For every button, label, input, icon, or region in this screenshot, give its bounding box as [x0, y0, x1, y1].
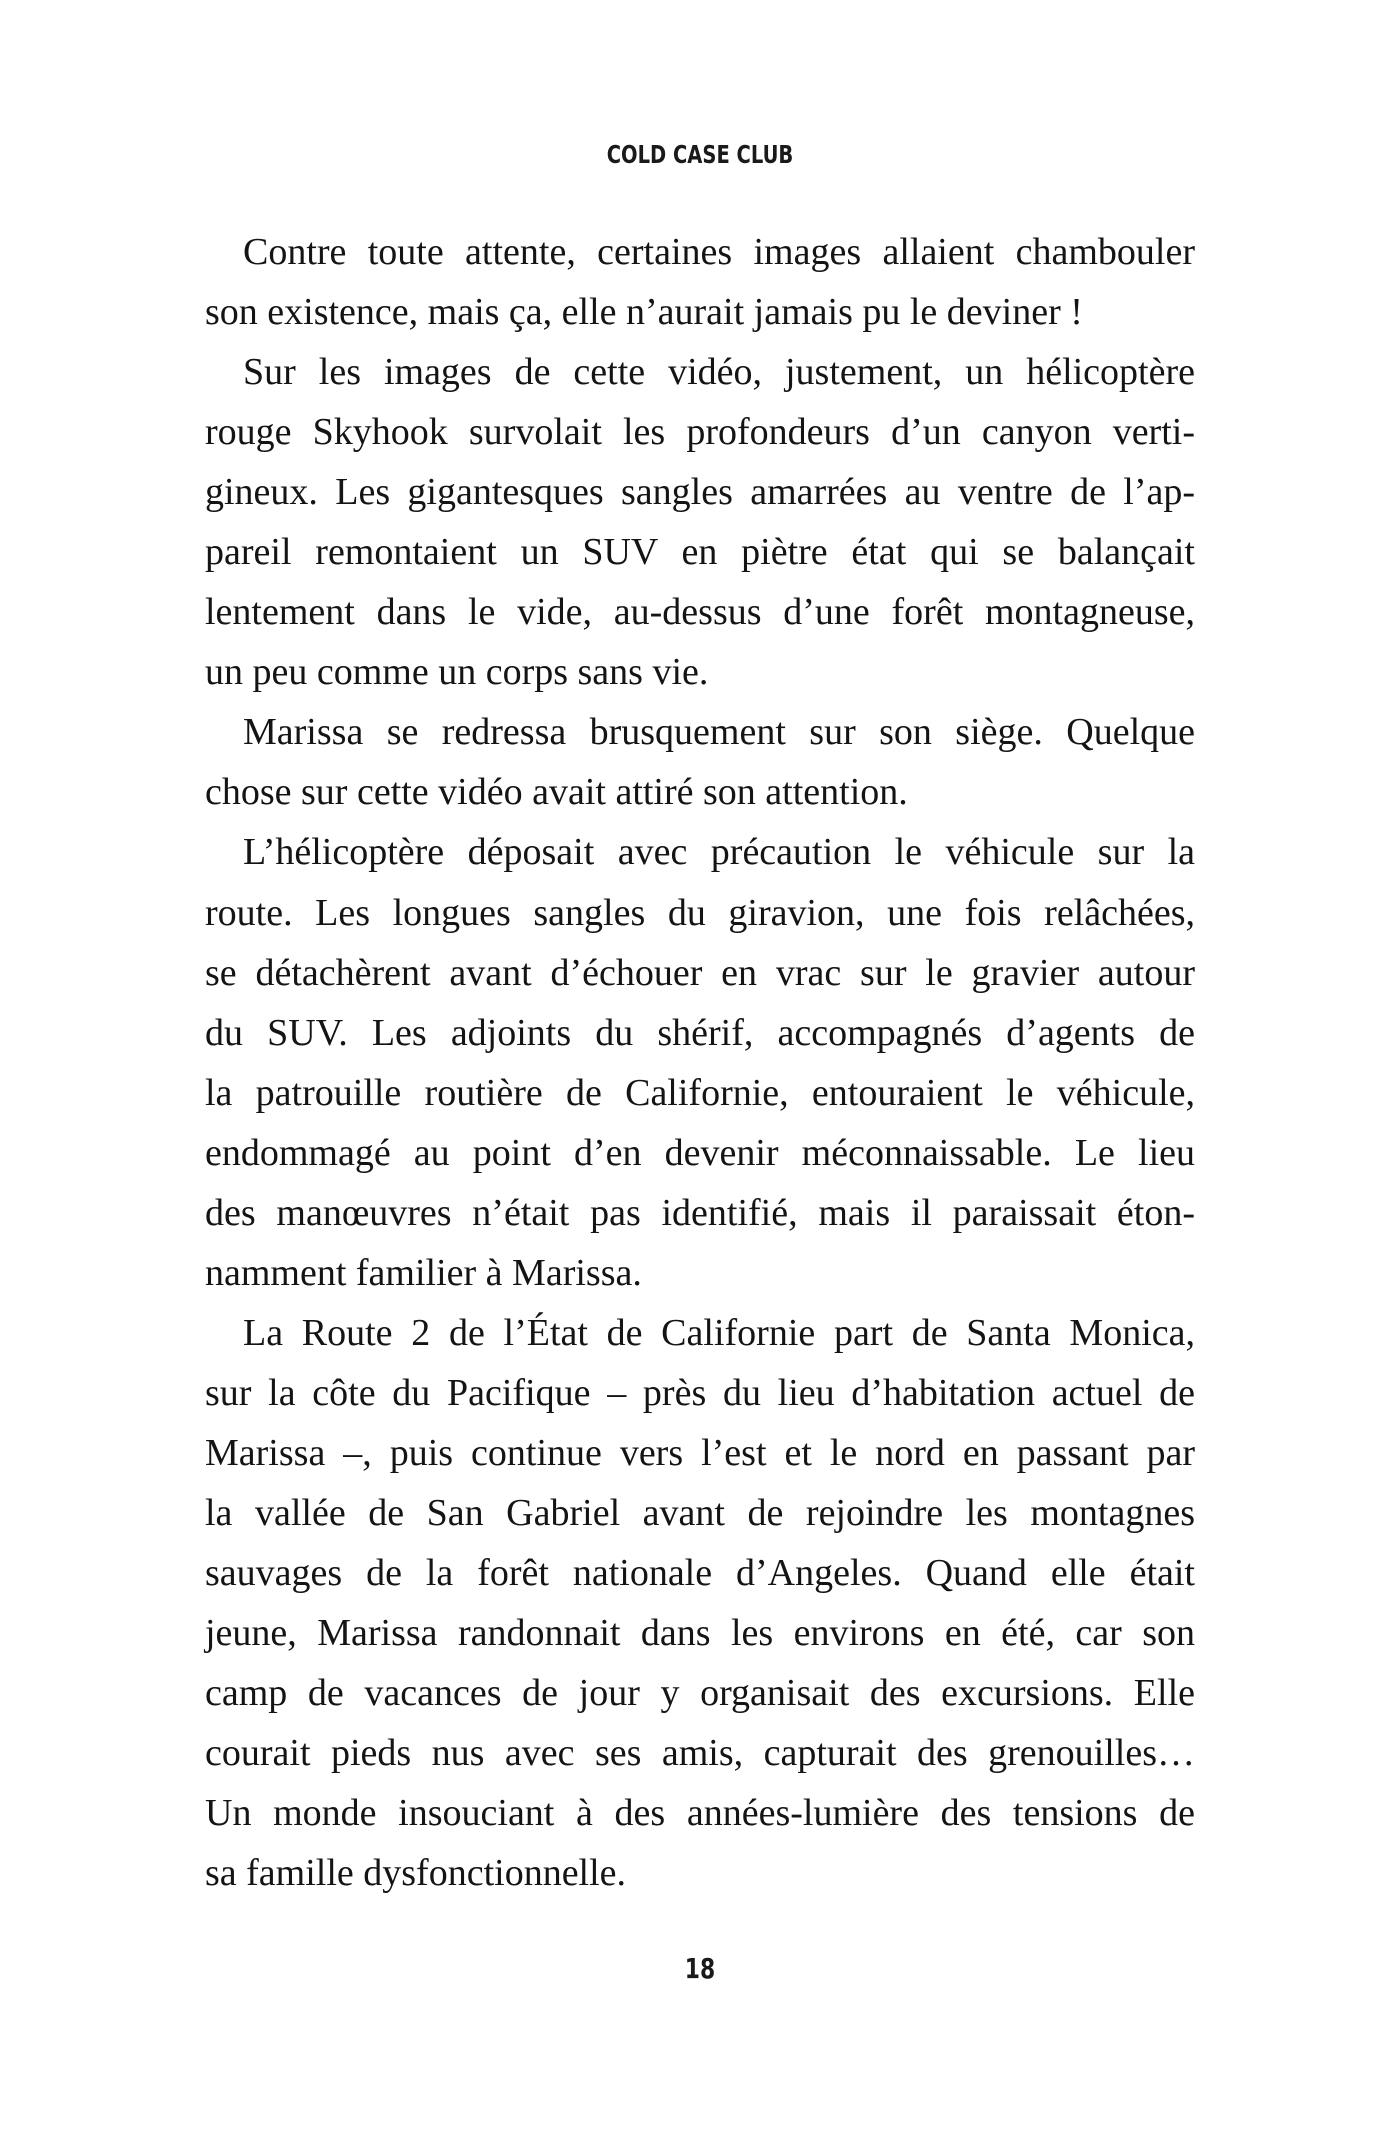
text-line: courait pieds nus avec ses amis, capturait des grenouilles… [205, 1732, 1195, 1775]
text-line: route. Les longues sangles du giravion, une fois relâchées, [205, 891, 1195, 934]
text-line: L’hélicoptère déposait avec précaution le véhicule sur la [243, 831, 1195, 874]
paragraph [205, 222, 1195, 342]
text-line: Marissa se redressa brusquement sur son siège. Quelque [243, 711, 1195, 754]
paragraph [205, 702, 1195, 822]
text-line: pareil remontaient un SUV en piètre état qui se balançait [205, 531, 1195, 574]
text-line: son existence, mais ça, elle n’aurait jamais pu le deviner ! [205, 291, 1083, 334]
text-line: Sur les images de cette vidéo, justement, un hélicoptère [243, 351, 1195, 394]
paragraph [205, 822, 1195, 1302]
text-line: lentement dans le vide, au-dessus d’une forêt montagneuse, [205, 591, 1195, 634]
text-line: Un monde insouciant à des années-lumière des tensions de [205, 1792, 1195, 1835]
text-line: des manœuvres n’était pas identifié, mais il paraissait éton- [205, 1191, 1195, 1234]
text-line: rouge Skyhook survolait les profondeurs d’un canyon verti- [205, 411, 1195, 454]
paragraph [205, 1303, 1195, 1903]
page-number: 18 [684, 1952, 716, 1985]
text-line: jeune, Marissa randonnait dans les environs en été, car son [205, 1612, 1195, 1655]
text-line: namment familier à Marissa. [205, 1251, 642, 1294]
body-text [205, 222, 1195, 1903]
text-line: camp de vacances de jour y organisait des excursions. Elle [205, 1672, 1195, 1715]
paragraph [205, 342, 1195, 702]
text-line: un peu comme un corps sans vie. [205, 651, 709, 694]
text-line: gineux. Les gigantesques sangles amarrées au ventre de l’ap- [205, 471, 1195, 514]
text-line: se détachèrent avant d’échouer en vrac sur le gravier autour [205, 951, 1195, 994]
running-header: COLD CASE CLUB [606, 140, 794, 169]
text-line: endommagé au point d’en devenir méconnaissable. Le lieu [205, 1131, 1195, 1174]
text-line: sur la côte du Pacifique – près du lieu d’habitation actuel de [205, 1371, 1195, 1414]
text-line: Contre toute attente, certaines images allaient chambouler [243, 231, 1195, 273]
text-line: chose sur cette vidéo avait attiré son attention. [205, 771, 908, 814]
text-line: sa famille dysfonctionnelle. [205, 1852, 627, 1895]
text-line: sauvages de la forêt nationale d’Angeles. Quand elle était [205, 1552, 1195, 1595]
text-line: La Route 2 de l’État de Californie part de Santa Monica, [243, 1311, 1195, 1354]
text-line: la patrouille routière de Californie, entouraient le véhicule, [205, 1071, 1195, 1114]
text-line: du SUV. Les adjoints du shérif, accompagnés d’agents de [205, 1011, 1195, 1054]
text-line: la vallée de San Gabriel avant de rejoindre les montagnes [205, 1491, 1195, 1534]
text-line: Marissa –, puis continue vers l’est et le nord en passant par [205, 1431, 1195, 1474]
